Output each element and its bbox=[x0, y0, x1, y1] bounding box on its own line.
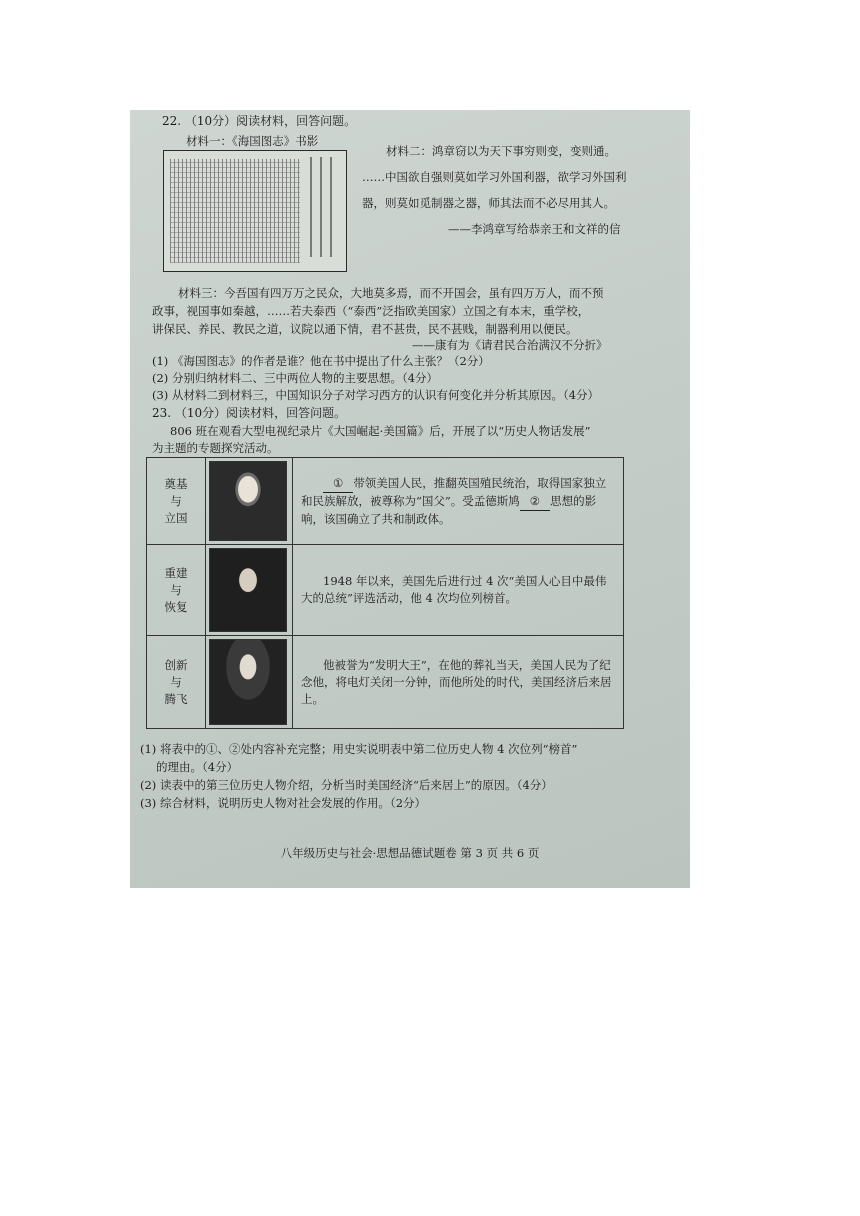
q23-question-1-cont: 的理由。（4分） bbox=[156, 760, 239, 774]
q22-material3-source: ——康有为《请君民合治满汉不分折》 bbox=[412, 338, 608, 352]
exam-page-photo bbox=[130, 110, 690, 888]
q23-intro-line-1: 806 班在观看大型电视纪录片《大国崛起·美国篇》后，开展了以“历史人物话发展” bbox=[170, 424, 591, 438]
q22-material2-source: ——李鸿章写给恭亲王和文祥的信 bbox=[448, 222, 621, 236]
lincoln-portrait-image bbox=[209, 548, 287, 632]
table-row bbox=[147, 458, 624, 545]
q22-question-3: (3) 从材料二到材料三，中国知识分子对学习西方的认识有何变化并分析其原因。（4分） bbox=[152, 388, 600, 402]
q23-question-1: (1) 将表中的①、②处内容补充完整；用史实说明表中第二位历史人物 4 次位列“榜首” bbox=[140, 742, 578, 756]
table-row bbox=[147, 545, 624, 636]
q22-material1-label: 材料一：《海国图志》书影 bbox=[186, 134, 319, 148]
row-theme: 创新 与 腾飞 bbox=[147, 636, 206, 729]
haiguo-tuzhi-book-image bbox=[163, 150, 347, 272]
historical-figures-table bbox=[146, 457, 624, 729]
row-theme: 重建 与 恢复 bbox=[147, 545, 206, 636]
q22-material2-line-3: 器，则莫如觅制器之器，师其法而不必尽用其人。 bbox=[362, 196, 615, 210]
q22-material3-line-2: 政事，视国事如秦越，……若夫泰西（“泰西”泛指欧美国家）立国之有本末，重学校， bbox=[152, 304, 590, 318]
q23-question-2: (2) 读表中的第三位历史人物介绍，分析当时美国经济“后来居上”的原因。（4分） bbox=[140, 778, 553, 792]
q22-material2-line-1: 材料二：鸿章窃以为天下事穷则变，变则通。 bbox=[386, 144, 616, 158]
q23-title: 23. （10分）阅读材料，回答问题。 bbox=[152, 406, 347, 420]
q22-material2-line-2: ……中国欲自强则莫如学习外国利器，欲学习外国利 bbox=[362, 170, 627, 184]
blank-2: ② bbox=[520, 493, 550, 511]
page-footer: 八年级历史与社会·思想品德试题卷 第 3 页 共 6 页 bbox=[280, 846, 540, 860]
q22-material3-line-3: 讲保民、养民、教民之道，议院以通下情，君不甚贵，民不甚贱，制器利用以便民。 bbox=[152, 322, 578, 336]
table-row bbox=[147, 636, 624, 729]
q22-question-1: (1) 《海国图志》的作者是谁？他在书中提出了什么主张？（2分） bbox=[152, 354, 490, 368]
row-description: 他被誉为“发明大王”，在他的葬礼当天，美国人民为了纪念他，将电灯关闭一分钟，而他所处的时代，美国经济后来居上。 bbox=[293, 636, 624, 729]
q22-title: 22. （10分）阅读材料，回答问题。 bbox=[162, 114, 357, 128]
row-theme: 奠基 与 立国 bbox=[147, 458, 206, 545]
row-description: 1948 年以来，美国先后进行过 4 次“美国人心目中最伟大的总统”评选活动，他 4 次均位列榜首。 bbox=[293, 545, 624, 636]
edison-portrait-image bbox=[209, 639, 287, 725]
book-illustration-icon bbox=[170, 159, 300, 263]
q22-material3-line-1: 材料三：今吾国有四万万之民众，大地莫多焉，而不开国会，虽有四万万人，而不预 bbox=[178, 286, 604, 300]
q23-question-3: (3) 综合材料，说明历史人物对社会发展的作用。（2分） bbox=[140, 796, 427, 810]
row-description: ① 带领美国人民，推翻英国殖民统治，取得国家独立 和民族解放，被尊称为“国父”。受孟德斯鸠 ② 思想的影 响，该国确立了共和制政体。 bbox=[293, 458, 624, 545]
q22-question-2: (2) 分别归纳材料二、三中两位人物的主要思想。（4分） bbox=[152, 371, 439, 385]
washington-portrait-image bbox=[209, 461, 287, 541]
blank-1: ① bbox=[323, 475, 353, 493]
q23-intro-line-2: 为主题的专题探究活动。 bbox=[152, 441, 279, 455]
